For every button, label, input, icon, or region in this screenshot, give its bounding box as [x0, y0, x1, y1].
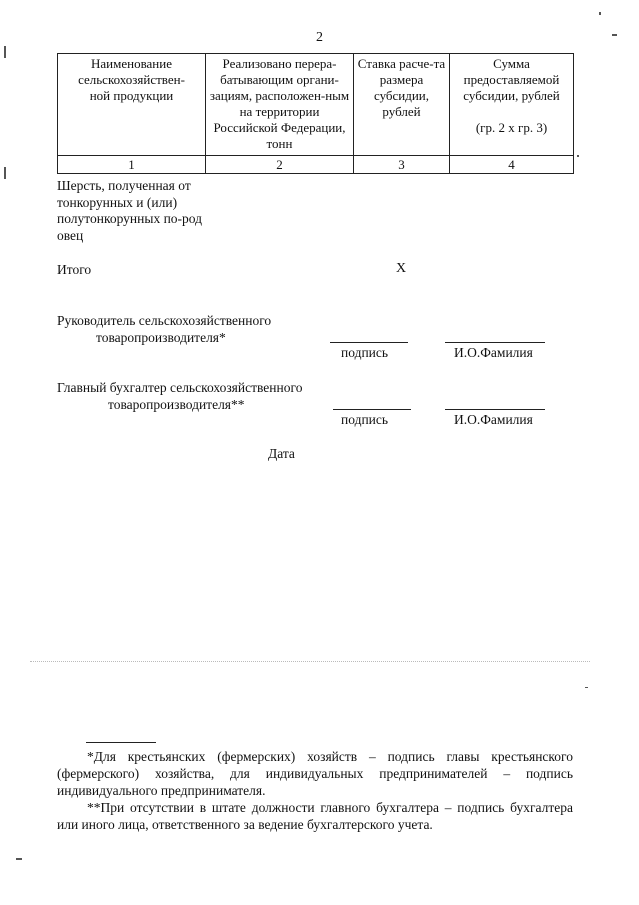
head-name-line [445, 342, 545, 343]
head-title-line2: товаропроизводителя* [96, 330, 226, 345]
scan-speck [16, 858, 22, 860]
header-sold-tons: Реализовано перера-батывающим органи-зациям, расположен-ным на территории Российской Федерации, тонн [206, 54, 354, 156]
footnote-separator [86, 742, 156, 743]
header-subsidy-sum-label: Сумма предоставляемой субсидии, рублей [463, 56, 560, 103]
accountant-title-line1: Главный бухгалтер сельскохозяйственного [57, 380, 303, 395]
head-name-caption: И.О.Фамилия [454, 345, 533, 360]
footnote-1: *Для крестьянских (фермерских) хозяйств – подпись главы крестьянского (фермерского) хозяйства, для индивидуальных предпринимателей – подпись индивидуального предпринимателя. [57, 749, 573, 798]
column-number: 2 [206, 156, 354, 174]
accountant-signature-caption: подпись [341, 412, 389, 427]
total-label: Итого [57, 262, 92, 277]
column-number: 1 [58, 156, 206, 174]
total-mark: Х [396, 261, 407, 276]
scan-speck [4, 167, 6, 179]
accountant-name-caption: И.О.Фамилия [454, 412, 533, 427]
table-column-numbers-row [58, 156, 574, 174]
head-signature-line [330, 342, 408, 343]
head-signature-caption: подпись [341, 345, 389, 360]
column-number: 3 [354, 156, 450, 174]
table-header-row [58, 54, 574, 156]
scan-speck [612, 34, 617, 36]
date-label: Дата [268, 446, 295, 461]
header-product-name: Наименование сельскохозяйствен-ной продукции [58, 54, 206, 156]
head-title-line1: Руководитель сельскохозяйственного [57, 313, 272, 328]
column-number: 4 [450, 156, 574, 174]
header-subsidy-rate: Ставка расче-та размера субсидии, рублей [354, 54, 450, 156]
scan-artifact-line [30, 661, 590, 662]
scan-speck [577, 155, 579, 157]
scan-speck [599, 12, 601, 15]
product-row-label: Шерсть, полученная от тонкорунных и (или) полутонкорунных по-род овец [57, 178, 203, 243]
accountant-title-line2: товаропроизводителя** [108, 397, 245, 412]
accountant-name-line [445, 409, 545, 410]
scan-speck [4, 46, 6, 58]
accountant-signature-line [333, 409, 411, 410]
header-subsidy-sum [450, 54, 574, 156]
scan-speck [585, 687, 588, 688]
subsidy-table [57, 53, 574, 174]
footnote-2: **При отсутствии в штате должности главного бухгалтера – подпись бухгалтера или иного лица, ответственного за ведение бухгалтерского учета. [57, 800, 573, 832]
page-number: 2 [316, 30, 323, 45]
header-subsidy-sum-formula: (гр. 2 х гр. 3) [475, 120, 548, 135]
